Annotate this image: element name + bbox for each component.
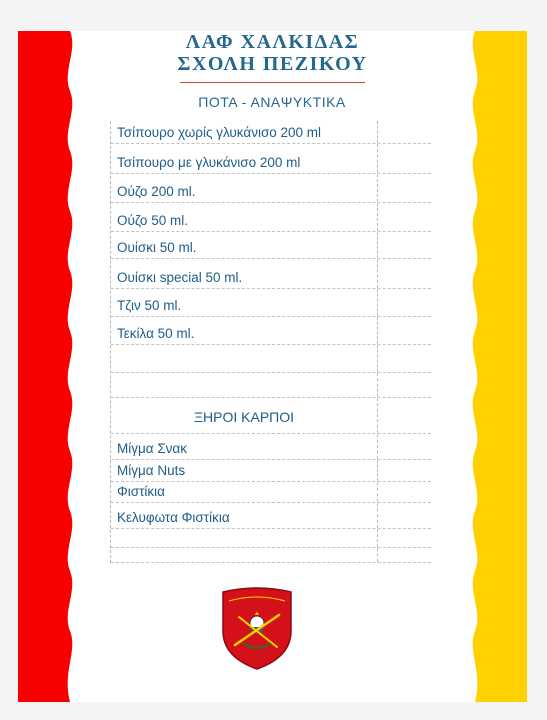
menu-row	[111, 434, 431, 460]
menu-item-price	[377, 232, 432, 258]
menu-item-name: Ουίσκι 50 ml.	[117, 240, 197, 255]
menu-item-name: Ούζο 50 ml.	[117, 213, 188, 228]
emblem-shield-icon	[219, 587, 295, 671]
menu-item-name: Τσίπουρο χωρίς γλυκάνισο 200 ml	[117, 125, 322, 140]
menu-item-price	[377, 398, 432, 433]
menu-row	[111, 259, 431, 289]
menu-item-price	[377, 174, 432, 202]
menu-row	[111, 203, 431, 232]
menu-row	[111, 460, 431, 482]
menu-row-empty	[111, 345, 431, 373]
menu-item-price	[377, 203, 432, 231]
menu-item-price	[377, 289, 432, 316]
menu-row	[111, 121, 431, 144]
header-title: ΛΑΦ ΧΑΛΚΙΔΑΣ	[185, 31, 360, 53]
menu-item-name: Ουίσκι special 50 ml.	[117, 270, 243, 285]
menu-item-name: Τσίπουρο με γλυκάνισο 200 ml	[117, 155, 301, 170]
menu-row	[111, 503, 431, 529]
menu-item-price	[377, 259, 432, 288]
menu-item-price	[377, 460, 432, 481]
header-divider	[180, 82, 365, 83]
menu-item-name: Τζιν 50 ml.	[117, 298, 182, 313]
nuts-heading-row	[111, 398, 431, 434]
menu-item-name: Ούζο 200 ml.	[117, 184, 196, 199]
yellow-stripe	[457, 31, 527, 702]
menu-row-empty	[111, 529, 431, 548]
menu-item-price	[377, 503, 432, 528]
menu-table	[110, 121, 431, 563]
red-stripe	[18, 31, 88, 702]
menu-row	[111, 482, 431, 503]
menu-page	[18, 31, 527, 702]
menu-item-price	[377, 317, 432, 344]
menu-row	[111, 289, 431, 317]
menu-item-price	[377, 121, 432, 143]
menu-row	[111, 232, 431, 259]
menu-item-price	[377, 144, 432, 173]
menu-item-name: Φιστίκια	[117, 484, 165, 499]
school-emblem	[219, 587, 295, 671]
menu-item-name: Μίγμα Nuts	[117, 463, 186, 478]
menu-row-empty	[111, 373, 431, 398]
menu-item-price	[377, 345, 432, 372]
menu-item-price	[377, 548, 432, 562]
menu-item-price	[377, 434, 432, 459]
menu-item-name: Τεκίλα 50 ml.	[117, 326, 195, 341]
drinks-heading: ΠΟΤΑ - ΑΝΑΨΥΚΤΙΚΑ	[198, 94, 346, 110]
menu-row-empty	[111, 548, 431, 563]
menu-row	[111, 174, 431, 203]
menu-row	[111, 144, 431, 174]
menu-row	[111, 317, 431, 345]
menu-item-price	[377, 529, 432, 547]
nuts-heading: ΞΗΡΟΙ ΚΑΡΠΟΙ	[193, 409, 295, 425]
menu-item-name: Κελυφωτα Φιστίκια	[117, 510, 230, 525]
menu-item-price	[377, 373, 432, 397]
menu-item-name: Μίγμα Σνακ	[117, 441, 187, 456]
menu-item-price	[377, 482, 432, 502]
header-subtitle: ΣΧΟΛΗ ΠΕΖΙΚΟΥ	[177, 53, 368, 75]
